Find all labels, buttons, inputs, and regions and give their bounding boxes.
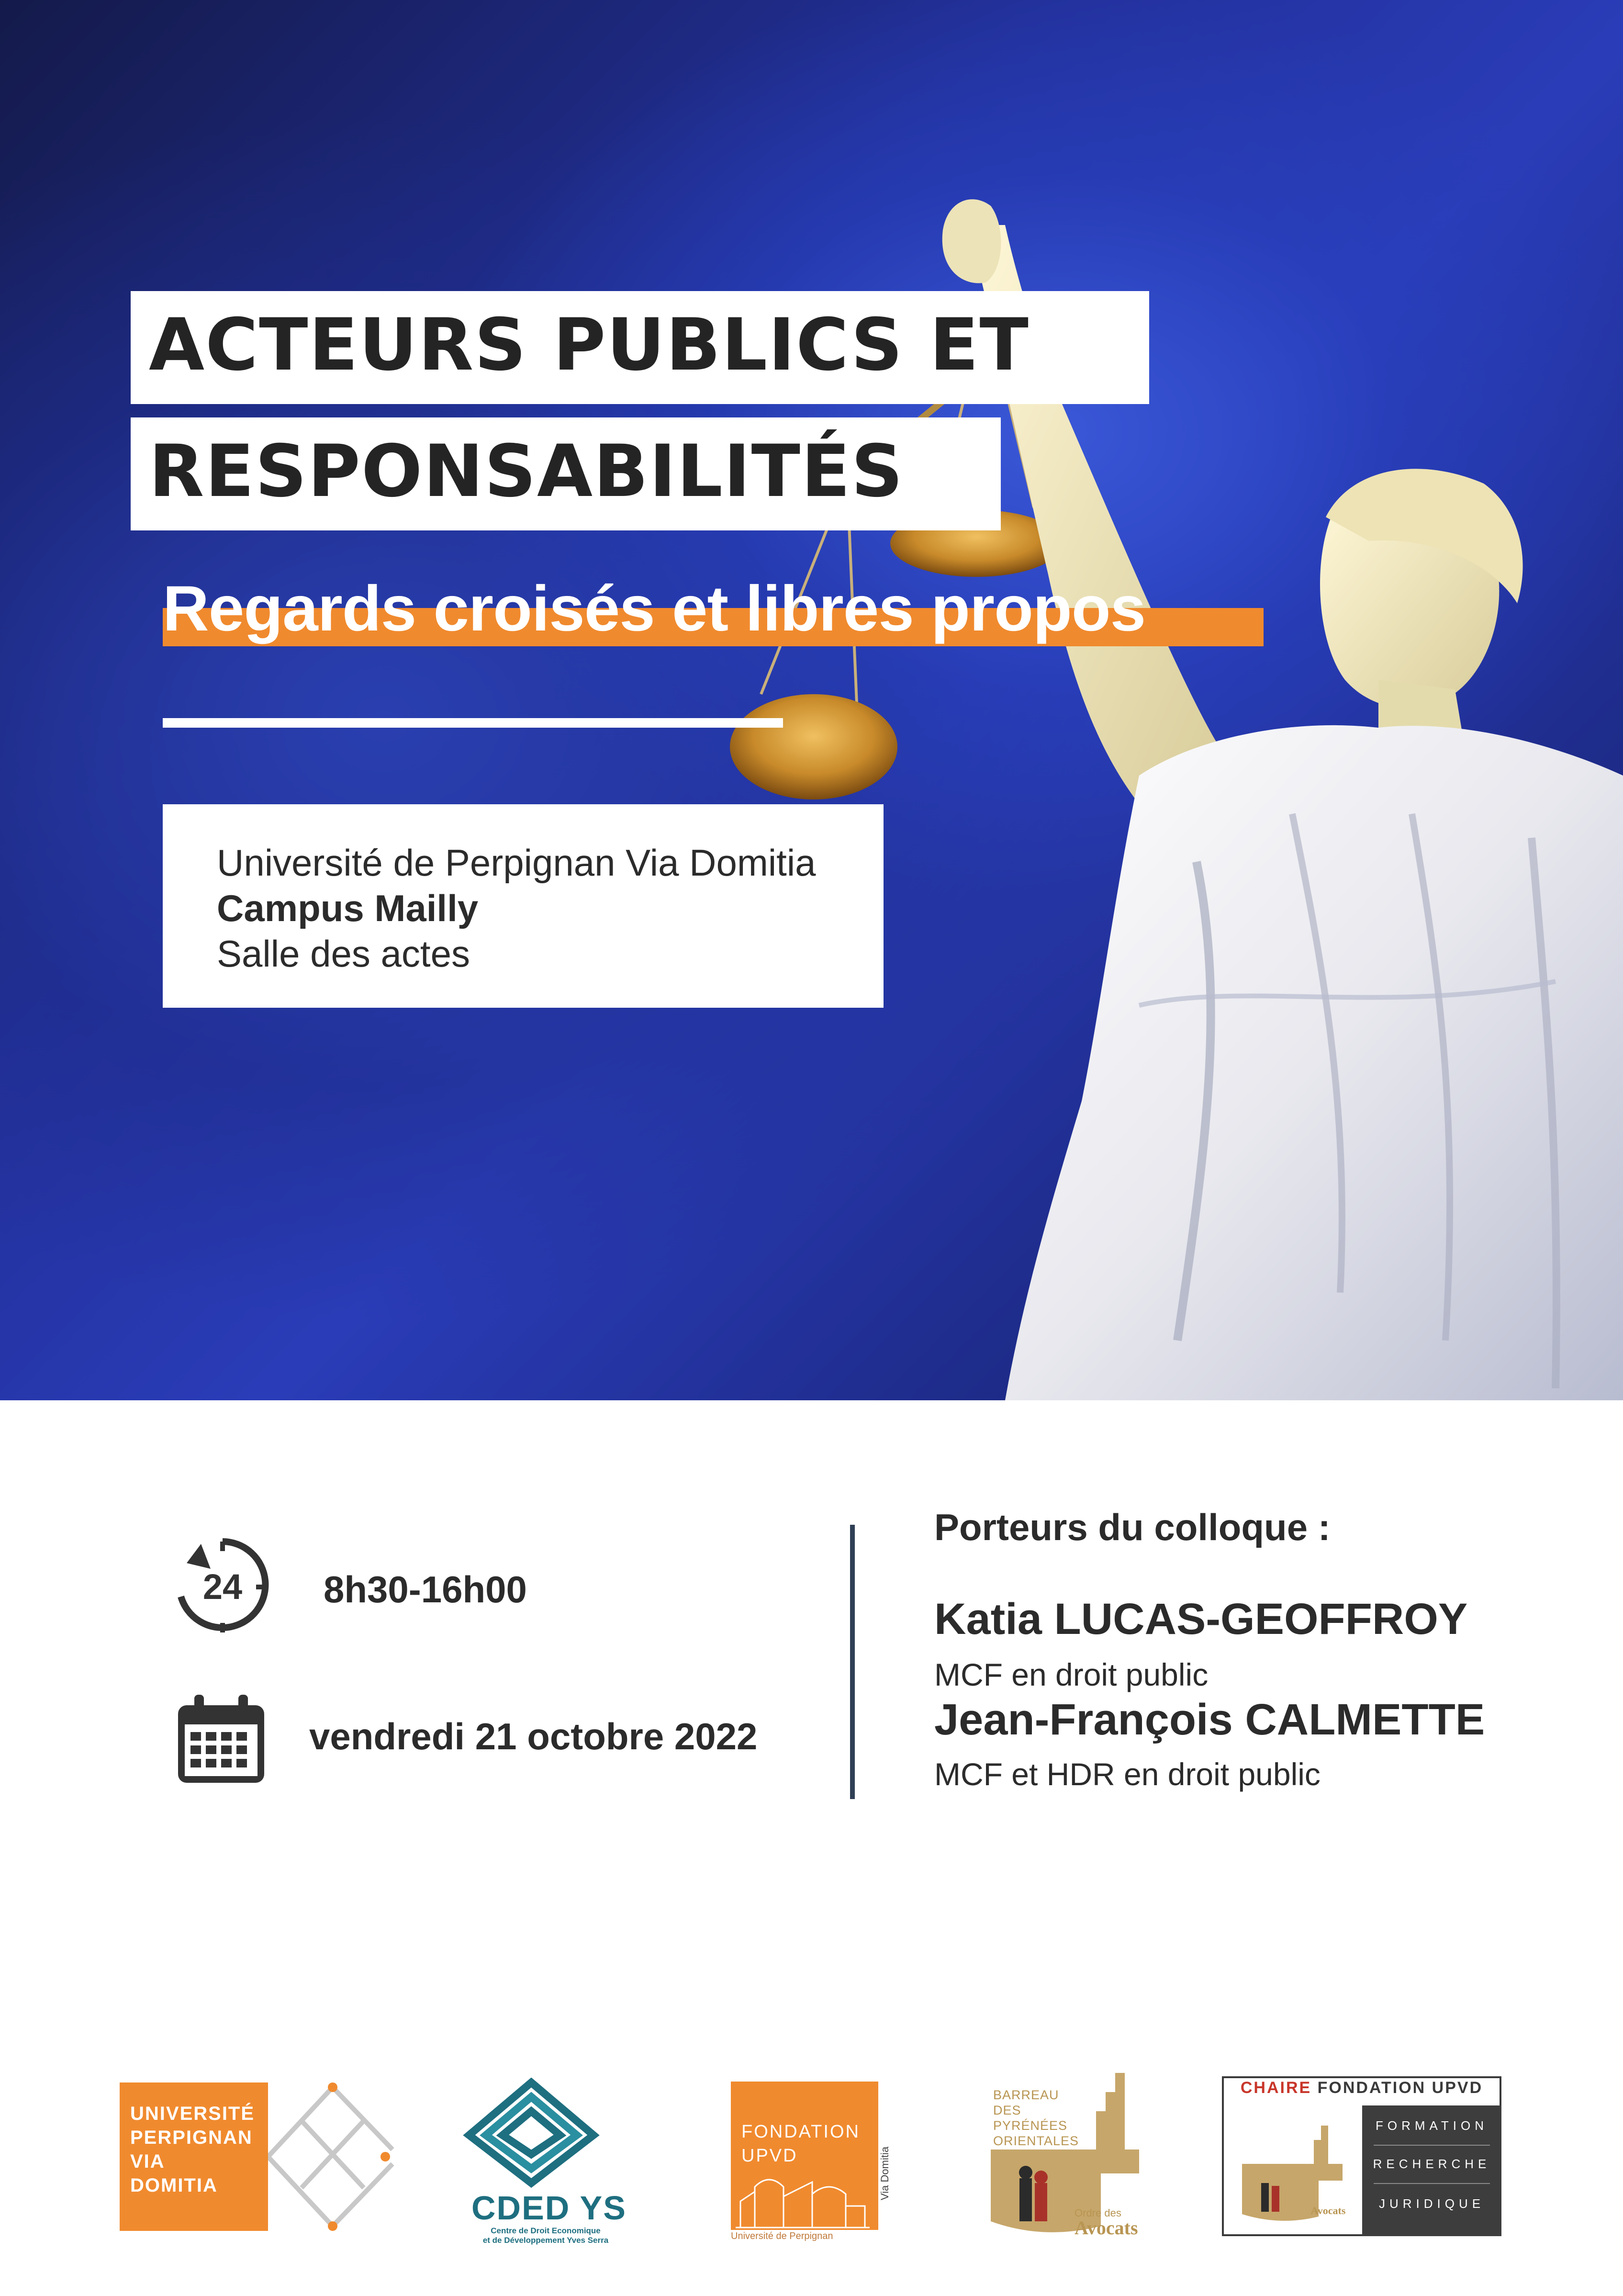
chaire-word-juridique: JURIDIQUE	[1378, 2196, 1485, 2211]
chaire-word-formation: FORMATION	[1375, 2118, 1489, 2133]
cded-ys-emblem-icon	[459, 2078, 603, 2188]
barreau-name: BARREAU DES PYRÉNÉES ORIENTALES	[993, 2088, 1079, 2148]
divider-rule	[163, 718, 783, 728]
clock-24h-icon	[172, 1534, 273, 1640]
barreau-order-label: Ordre des	[1075, 2207, 1121, 2219]
organizers-title: Porteurs du colloque :	[934, 1506, 1331, 1548]
subtitle: Regards croisés et libres propos	[163, 573, 1146, 644]
event-hours: 8h30-16h00	[324, 1568, 527, 1610]
organizer-role-2: MCF et HDR en droit public	[934, 1756, 1321, 1792]
cded-ys-logo-text: CDED YS	[471, 2189, 627, 2227]
upvd-grid-icon	[268, 2082, 397, 2231]
venue-room: Salle des actes	[217, 933, 470, 975]
chaire-divider-1	[1374, 2145, 1490, 2146]
chaire-word-recherche: RECHERCHE	[1373, 2157, 1491, 2171]
chaire-barreau-mini-emblem	[1237, 2116, 1352, 2226]
chaire-divider-2	[1374, 2183, 1490, 2184]
chaire-label: CHAIRE	[1240, 2079, 1312, 2097]
title-line-2: RESPONSABILITÉS	[131, 417, 1001, 530]
venue-campus: Campus Mailly	[217, 887, 479, 929]
organizer-role-1: MCF en droit public	[934, 1657, 1209, 1692]
chaire-mini-avocats: Avocats	[1310, 2205, 1346, 2217]
vertical-divider	[850, 1525, 855, 1799]
event-date: vendredi 21 octobre 2022	[309, 1715, 758, 1757]
fondation-side-text: Via Domitia	[879, 2146, 891, 2201]
organizer-name-1: Katia LUCAS-GEOFFROY	[934, 1595, 1468, 1643]
logo-universite-perpignan: UNIVERSITÉ PERPIGNAN VIA DOMITIA	[120, 2082, 268, 2231]
calendar-icon	[175, 1695, 267, 1786]
chaire-fondation-label: FONDATION UPVD	[1317, 2079, 1483, 2097]
logo-fondation-upvd	[731, 2082, 878, 2230]
barreau-avocats-label: Avocats	[1075, 2217, 1138, 2239]
organizer-name-2: Jean-François CALMETTE	[934, 1695, 1485, 1744]
fondation-building-icon	[736, 2168, 870, 2230]
fondation-under-text: Université de Perpignan	[731, 2231, 833, 2241]
venue-box	[163, 804, 884, 1008]
chaire-header	[1222, 2079, 1501, 2097]
fondation-upvd-text: FONDATION UPVD	[741, 2122, 860, 2166]
title-line-1: ACTEURS PUBLICS ET	[131, 291, 1149, 404]
cded-ys-subtitle: Centre de Droit Economique et de Développement Yves Serra	[482, 2226, 609, 2245]
clock-24-label: 24	[202, 1567, 243, 1607]
venue-university: Université de Perpignan Via Domitia	[217, 842, 816, 884]
